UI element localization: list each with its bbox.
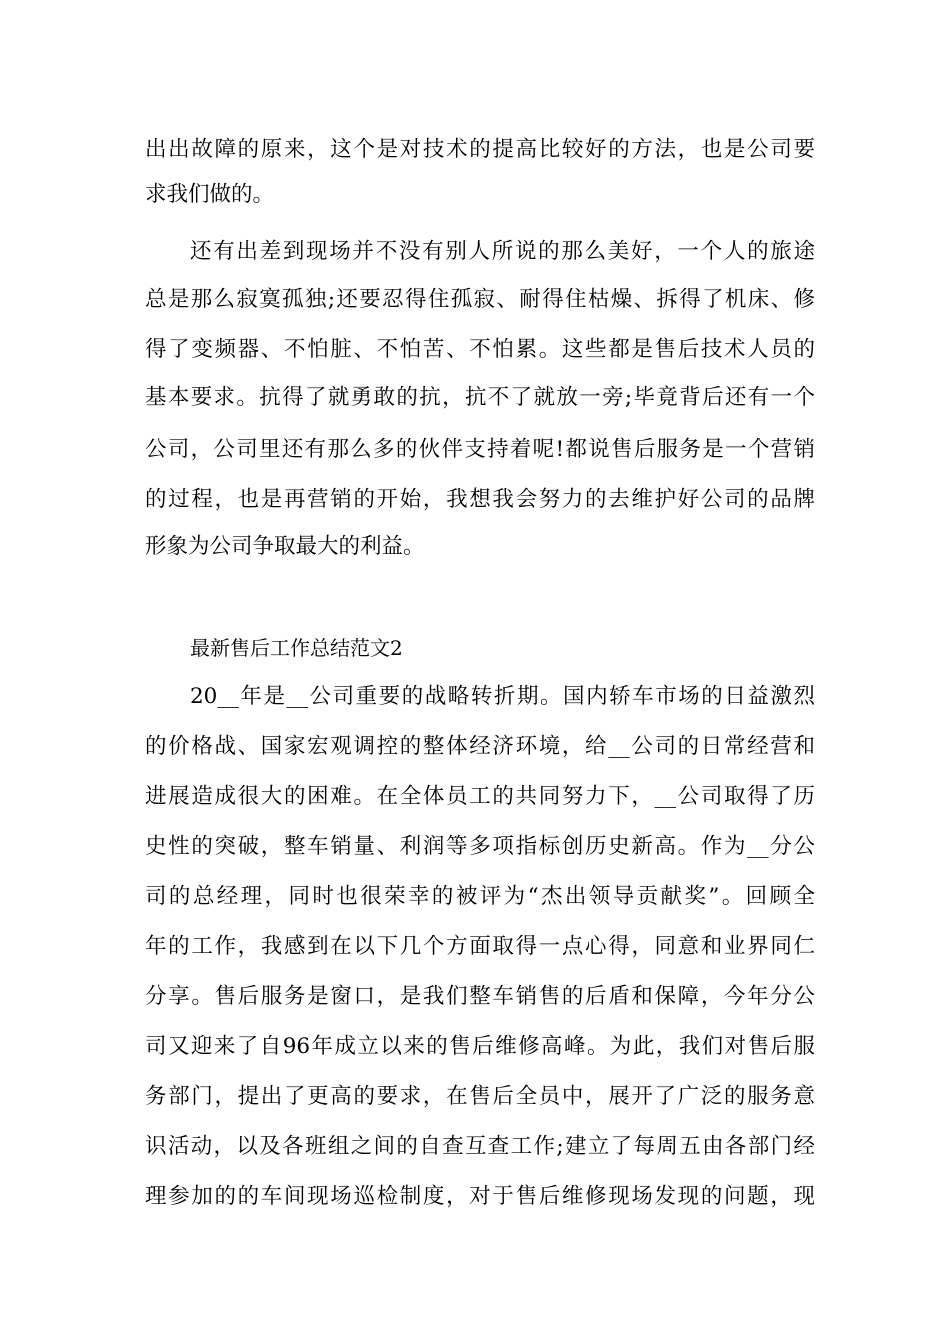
paragraph-1-line-1: 出出故障的原来，这个是对技术的提高比较好的方法，也是公司要 [145,137,815,162]
paragraph-2-line-2: 总是那么寂寞孤独;还要忍得住孤寂、耐得住枯燥、拆得了机床、修 [145,287,815,312]
paragraph-2-line-4: 基本要求。抗得了就勇敢的抗，抗不了就放一旁;毕竟背后还有一个 [145,385,815,410]
paragraph-3-line-4: 史性的突破，整车销量、利润等多项指标创历史新高。作为__分公 [145,834,815,859]
paragraph-2-line-5: 公司，公司里还有那么多的伙伴支持着呢!都说售后服务是一个营销 [145,437,815,462]
paragraph-2-line-3: 得了变频器、不怕脏、不怕苦、不怕累。这些都是售后技术人员的 [145,337,815,362]
paragraph-3-line-1: 20__年是__公司重要的战略转折期。国内轿车市场的日益激烈 [190,684,815,709]
paragraph-2-line-1: 还有出差到现场并不没有别人所说的那么美好，一个人的旅途 [190,239,815,264]
paragraph-3-line-9: 务部门，提出了更高的要求，在售后全员中，展开了广泛的服务意 [145,1084,815,1109]
section-heading: 最新售后工作总结范文2 [190,636,403,660]
paragraph-3-line-2: 的价格战、国家宏观调控的整体经济环境，给__公司的日常经营和 [145,734,815,759]
paragraph-3-line-11: 理参加的的车间现场巡检制度，对于售后维修现场发现的问题，现 [145,1184,815,1209]
paragraph-3-line-10: 识活动，以及各班组之间的自查互查工作;建立了每周五由各部门经 [145,1134,815,1159]
paragraph-3-line-7: 分享。售后服务是窗口，是我们整车销售的后盾和保障，今年分公 [145,984,815,1009]
paragraph-3-line-6: 年的工作，我感到在以下几个方面取得一点心得，同意和业界同仁 [145,934,815,959]
paragraph-1-line-2: 求我们做的。 [145,182,275,207]
paragraph-2-line-7: 形象为公司争取最大的利益。 [145,534,425,559]
paragraph-3-line-5: 司的总经理，同时也很荣幸的被评为“杰出领导贡献奖”。回顾全 [145,884,815,909]
paragraph-2-line-6: 的过程，也是再营销的开始，我想我会努力的去维护好公司的品牌 [145,487,815,512]
paragraph-3-line-3: 进展造成很大的困难。在全体员工的共同努力下，__公司取得了历 [145,784,815,809]
paragraph-3-line-8: 司又迎来了自96年成立以来的售后维修高峰。为此，我们对售后服 [145,1034,815,1059]
